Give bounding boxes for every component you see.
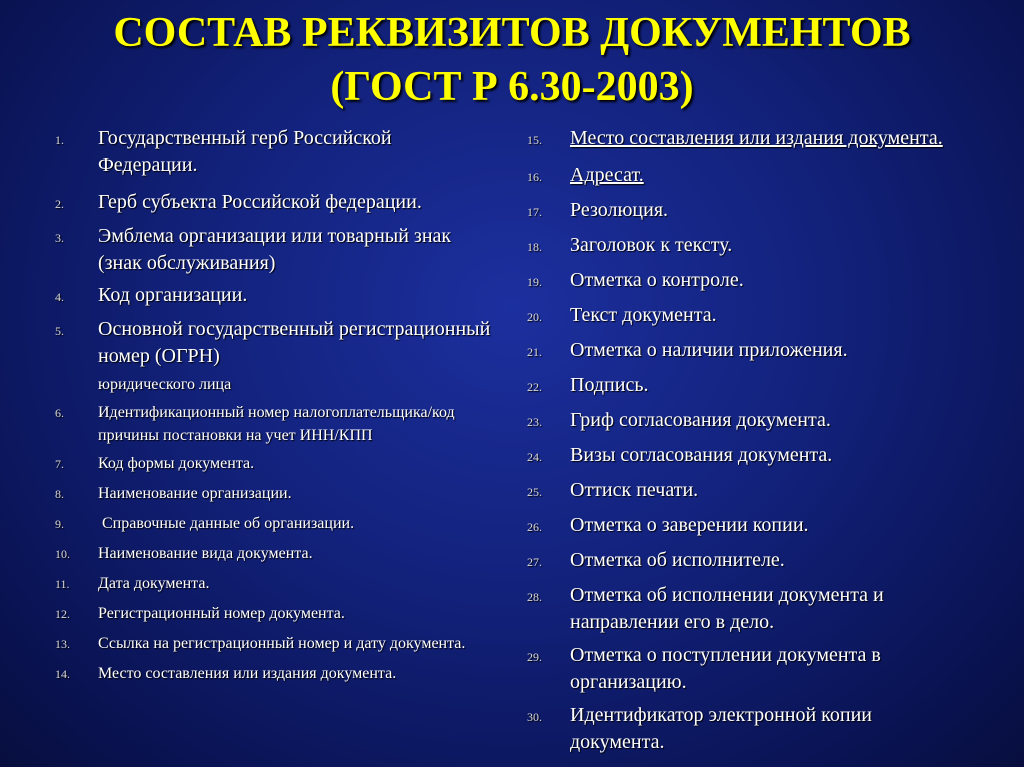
item-number: 8. [55, 487, 64, 501]
item-text-tail: юридического лица [98, 376, 232, 393]
item-number: 29. [527, 650, 542, 664]
item-text: Дата документа. [98, 575, 210, 592]
list-item [55, 316, 495, 397]
item-text: Код формы документа. [98, 455, 255, 472]
item-text: Место составления или издания документа. [98, 665, 397, 682]
list-item [55, 572, 495, 596]
list-item [527, 302, 957, 331]
item-number: 22. [527, 380, 542, 394]
item-text: Отметка о наличии приложения. [570, 339, 848, 361]
item-number: 24. [527, 450, 542, 464]
item-text: Подпись. [570, 374, 649, 396]
item-number: 16. [527, 170, 542, 184]
item-text: Отметка о контроле. [570, 269, 744, 291]
list-item [527, 642, 957, 696]
requisites-list-left [55, 125, 495, 686]
item-number: 13. [55, 637, 70, 651]
item-number: 10. [55, 547, 70, 561]
item-text [98, 316, 495, 397]
list-item [527, 702, 957, 756]
item-text: Эмблема организации или товарный знак (знак обслуживания) [98, 225, 452, 274]
item-text: Отметка об исполнении документа и направлении его в дело. [570, 584, 884, 633]
item-number: 28. [527, 590, 542, 604]
item-text: Место составления или издания документа. [570, 127, 943, 149]
list-item [527, 232, 957, 261]
item-number: 6. [55, 406, 64, 420]
item-number: 17. [527, 205, 542, 219]
list-item [55, 632, 495, 656]
item-number: 27. [527, 555, 542, 569]
list-item [55, 452, 495, 476]
item-text: Резолюция. [570, 199, 669, 221]
list-item [55, 542, 495, 566]
list-item [527, 337, 957, 366]
slide-title-line1: СОСТАВ РЕКВИЗИТОВ ДОКУМЕНТОВ [113, 10, 911, 56]
list-item [55, 125, 495, 179]
item-number: 9. [55, 517, 64, 531]
item-number: 11. [55, 577, 70, 591]
item-text: Наименование вида документа. [98, 545, 313, 562]
item-text: Отметка об исполнителе. [570, 549, 785, 571]
slide-title-line2: (ГОСТ Р 6.30-2003) [330, 64, 694, 110]
list-item [55, 282, 495, 311]
item-number: 15. [527, 133, 542, 147]
item-text: Идентификационный номер налогоплательщика/код причины постановки на учет ИНН/КПП [98, 404, 455, 444]
item-text: Визы согласования документа. [570, 444, 833, 466]
list-item [55, 482, 495, 506]
item-number: 19. [527, 275, 542, 289]
list-item [527, 442, 957, 471]
item-text: Наименование организации. [98, 485, 292, 502]
item-text: Герб субъекта Российской федерации. [98, 191, 422, 213]
list-item [527, 125, 957, 154]
requisites-list-right [527, 125, 957, 756]
item-text: Отметка о поступлении документа в организацию. [570, 644, 881, 693]
item-text: Справочные данные об организации. [98, 515, 355, 532]
list-item [527, 477, 957, 506]
list-item [527, 197, 957, 226]
item-number: 7. [55, 457, 64, 471]
item-text: Отметка о заверении копии. [570, 514, 809, 536]
list-item [55, 189, 495, 218]
item-number: 12. [55, 607, 70, 621]
item-text: Ссылка на регистрационный номер и дату документа. [98, 635, 466, 652]
item-text: Гриф согласования документа. [570, 409, 831, 431]
item-text: Оттиск печати. [570, 479, 699, 501]
list-item [55, 512, 495, 536]
item-number: 5. [55, 324, 64, 338]
item-number: 23. [527, 415, 542, 429]
list-item [527, 407, 957, 436]
item-text: Текст документа. [570, 304, 717, 326]
item-number: 18. [527, 240, 542, 254]
item-number: 21. [527, 345, 542, 359]
item-text: Код организации. [98, 284, 248, 306]
item-text: Адресат. [570, 164, 644, 186]
list-item [55, 602, 495, 626]
list-item [527, 512, 957, 541]
item-number: 14. [55, 667, 70, 681]
item-number: 26. [527, 520, 542, 534]
item-text: Регистрационный номер документа. [98, 605, 345, 622]
item-number: 3. [55, 231, 64, 245]
list-item [55, 662, 495, 686]
item-number: 25. [527, 485, 542, 499]
list-item [527, 162, 957, 191]
item-text: Идентификатор электронной копии документа. [570, 704, 872, 753]
list-item [527, 372, 957, 401]
list-item [527, 547, 957, 576]
item-number: 1. [55, 133, 64, 147]
list-item [527, 267, 957, 296]
item-text: Государственный герб Российской Федерации. [98, 127, 392, 176]
item-text-main: Основной государственный регистрационный номер (ОГРН) [98, 318, 491, 367]
list-item [55, 401, 495, 447]
item-number: 30. [527, 710, 542, 724]
slide-title [0, 6, 1024, 114]
item-number: 20. [527, 310, 542, 324]
item-text: Заголовок к тексту. [570, 234, 733, 256]
list-item [55, 223, 495, 277]
item-number: 4. [55, 290, 64, 304]
list-item [527, 582, 957, 636]
item-number: 2. [55, 197, 64, 211]
